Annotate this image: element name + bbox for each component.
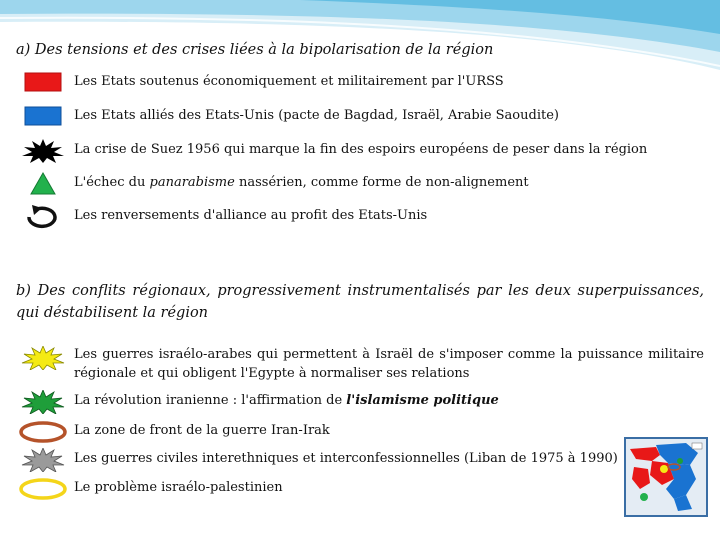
section-a-heading: a) Des tensions et des crises liées à la bipolarisation de la région [16,42,494,58]
legend-text: Les renversements d'alliance au profit des Etats-Unis [74,208,428,223]
circular-arrow-icon [18,205,68,229]
legend-item-revolution-iranienne [18,390,708,412]
legend-text: La révolution iranienne : l'affirmation de l'islamisme politique [74,393,499,408]
header-swoosh [0,0,720,70]
red-rectangle-icon [18,71,68,95]
green-burst-icon [18,390,68,414]
blue-rectangle-icon [18,105,68,129]
grey-burst-icon [18,448,68,472]
legend-item-suez [18,139,708,161]
legend-text: Les guerres civiles interethniques et interconfessionnelles (Liban de 1975 à 1990) [74,451,618,466]
legend-text: La zone de front de la guerre Iran-Irak [74,423,330,438]
legend-item-usa-allies [18,105,708,127]
legend-item-israelo-palestinien [18,477,708,499]
green-triangle-icon [18,172,68,196]
yellow-burst-icon [18,346,68,370]
legend-item-israelo-arabes [18,343,708,383]
legend-text: L'échec du panarabisme nassérien, comme forme de non-alignement [74,175,529,190]
legend-item-guerres-civiles [18,448,708,470]
black-burst-icon [18,139,68,163]
legend-text: Les Etats alliés des Etats-Unis (pacte de Bagdad, Israël, Arabie Saoudite) [74,108,559,123]
brown-oval-icon [18,420,68,444]
legend-text: La crise de Suez 1956 qui marque la fin des espoirs européens de peser dans la région [74,142,648,157]
legend-item-iran-irak [18,420,708,442]
yellow-oval-icon [18,477,68,501]
legend-text: Le problème israélo-palestinien [74,480,283,495]
section-b-heading: b) Des conflits régionaux, progressivement instrumentalisés par les deux superpuissances, qui déstabilisent la région [16,283,704,321]
legend-item-panarabisme [18,172,708,194]
legend-item-urss [18,71,708,93]
legend-text: Les Etats soutenus économiquement et militairement par l'URSS [74,74,504,89]
middle-east-map-thumbnail [624,437,708,517]
legend-text: Les guerres israélo-arabes qui permettent à Israël de s'imposer comme la puissance militaire régionale et qui obligent l'Egypte à normaliser ses relations [74,347,704,381]
legend-item-renversements [18,205,708,227]
